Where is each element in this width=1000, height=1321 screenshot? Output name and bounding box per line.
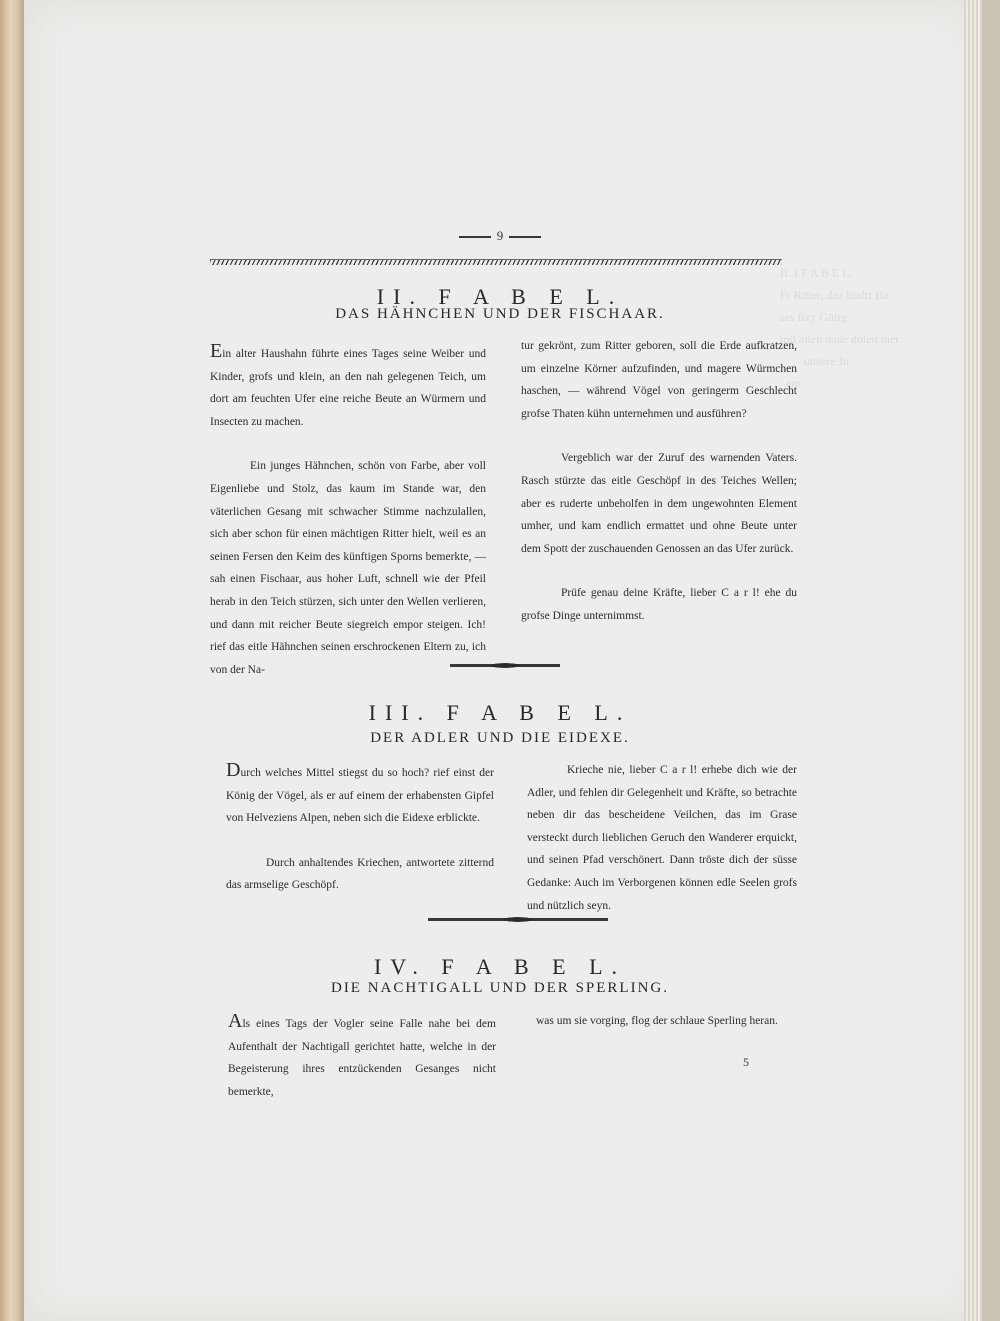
fable-2-heading: II. F A B E L. (376, 284, 624, 309)
fable-3-right-column (527, 759, 797, 939)
book-spine (0, 0, 24, 1321)
fable-4-title: DIE NACHTIGALL UND DER SPERLING. (330, 980, 669, 996)
fable-4-heading: IV. F A B E L. (373, 954, 627, 979)
drop-cap: E (210, 340, 223, 362)
paragraph: Ein junges Hähnchen, schön von Farbe, aber voll Eigenliebe und Stolz, das kaum im Stande war, den väterlichen Gesang mit schwacher Stimme nachzulallen, sich aber schon für einen mächtigen Ritter hielt, weil es an seinen Fersen den Keim des künftigen Sporns bemerkte, — sah einen Fischaar, aus hoher Luft, schnell wie der Pfeil herab in den Teich stürzen, sich unter den Wellen verlieren, und dann mit reicher Beute siegreich empor steigen. Ich! rief das eitle Hähnchen seinen erschrockenen Eltern zu, ich von der Na- (210, 460, 486, 676)
fable-4-left-column (228, 1010, 496, 1125)
show-through-text: II. I F A B E L. Fr Ritter, daz lindrt Ba ses fizy Gütig mit alten daue dolen mer unsere Ju am (780, 266, 900, 390)
book-page (24, 0, 982, 1321)
drop-cap: A (228, 1010, 243, 1032)
section-divider (450, 664, 560, 667)
paragraph: Als eines Tags der Vogler seine Falle nahe bei dem Aufenthalt der Nachtigall gerichtet hatte, welche in der Begeisterung ihres entzückenden Gesanges nicht bemerkte, (228, 1010, 496, 1098)
header-rule (210, 259, 782, 265)
printer-signature: 5 (743, 1055, 749, 1069)
paragraph: Durch welches Mittel stiegst du so hoch? rief einst der König der Vögel, als er auf einem der erhabensten Gipfel von Helveziens Alpen, neben sich die Eidexe erblickte. (226, 759, 494, 825)
fable-2-right-column (521, 335, 797, 650)
paragraph: Durch anhaltendes Kriechen, antwortete zitternd das armselige Geschöpf. (226, 856, 494, 892)
divider-ornament-icon (496, 916, 540, 923)
fable-3-title: DER ADLER UND DIE EIDEXE. (370, 730, 630, 746)
fable-2-left-column (210, 340, 486, 703)
ornament-left-icon (459, 236, 491, 238)
fable-3-left-column (226, 759, 494, 919)
page-edges (964, 0, 982, 1321)
drop-cap: D (226, 759, 241, 781)
paragraph: Prüfe genau deine Kräfte, lieber C a r l! ehe du grofse Dinge unternimmst. (521, 587, 797, 622)
paragraph: was um sie vorging, flog der schlaue Sperling heran. (536, 1015, 778, 1027)
fable-3-heading: III. F A B E L. (368, 700, 632, 725)
fable-4-right-column (536, 1010, 800, 1055)
section-divider (428, 918, 608, 921)
paragraph: Ein alter Haushahn führte eines Tages seine Weiber und Kinder, grofs und klein, an den nah gelegenen Teich, um dort am feuchten Ufer eine reiche Beute an Würmern und Insecten zu machen. (210, 340, 486, 428)
ornament-right-icon (509, 236, 541, 238)
paragraph: Vergeblich war der Zuruf des warnenden Vaters. Rasch stürzte das eitle Geschöpf in des Teiches Wellen; aber es ruderte unbeholfen in dem ungewohnten Element umher, und kam endlich ermattet und ohne Beute unter dem Spott der zuschauenden Genossen an das Ufer zurück. (521, 452, 797, 555)
page-number: 9 (440, 228, 560, 244)
fable-2-title: DAS HÄHNCHEN UND DER FISCHAAR. (335, 306, 665, 322)
paragraph: Krieche nie, lieber C a r l! erhebe dich wie der Adler, und fehlen dir Gelegenheit und Kräfte, so betrachte neben dir das bescheidene Veilchen, das im Grase versteckt durch lieblichen Geruch den Wanderer erquickt, und seinen Pfad verschönert. Dann tröste dich der süsse Gedanke: Auch im Verborgenen können edle Seelen grofs und nützlich seyn. (527, 764, 797, 912)
paragraph: tur gekrönt, zum Ritter geboren, soll die Erde aufkratzen, um einzelne Körner aufzufinden, und magere Würmchen haschen, — während Vögel von geringerm Geschlecht grofse Thaten kühn unternehmen und ausführen? (521, 340, 797, 420)
divider-ornament-icon (483, 662, 527, 669)
